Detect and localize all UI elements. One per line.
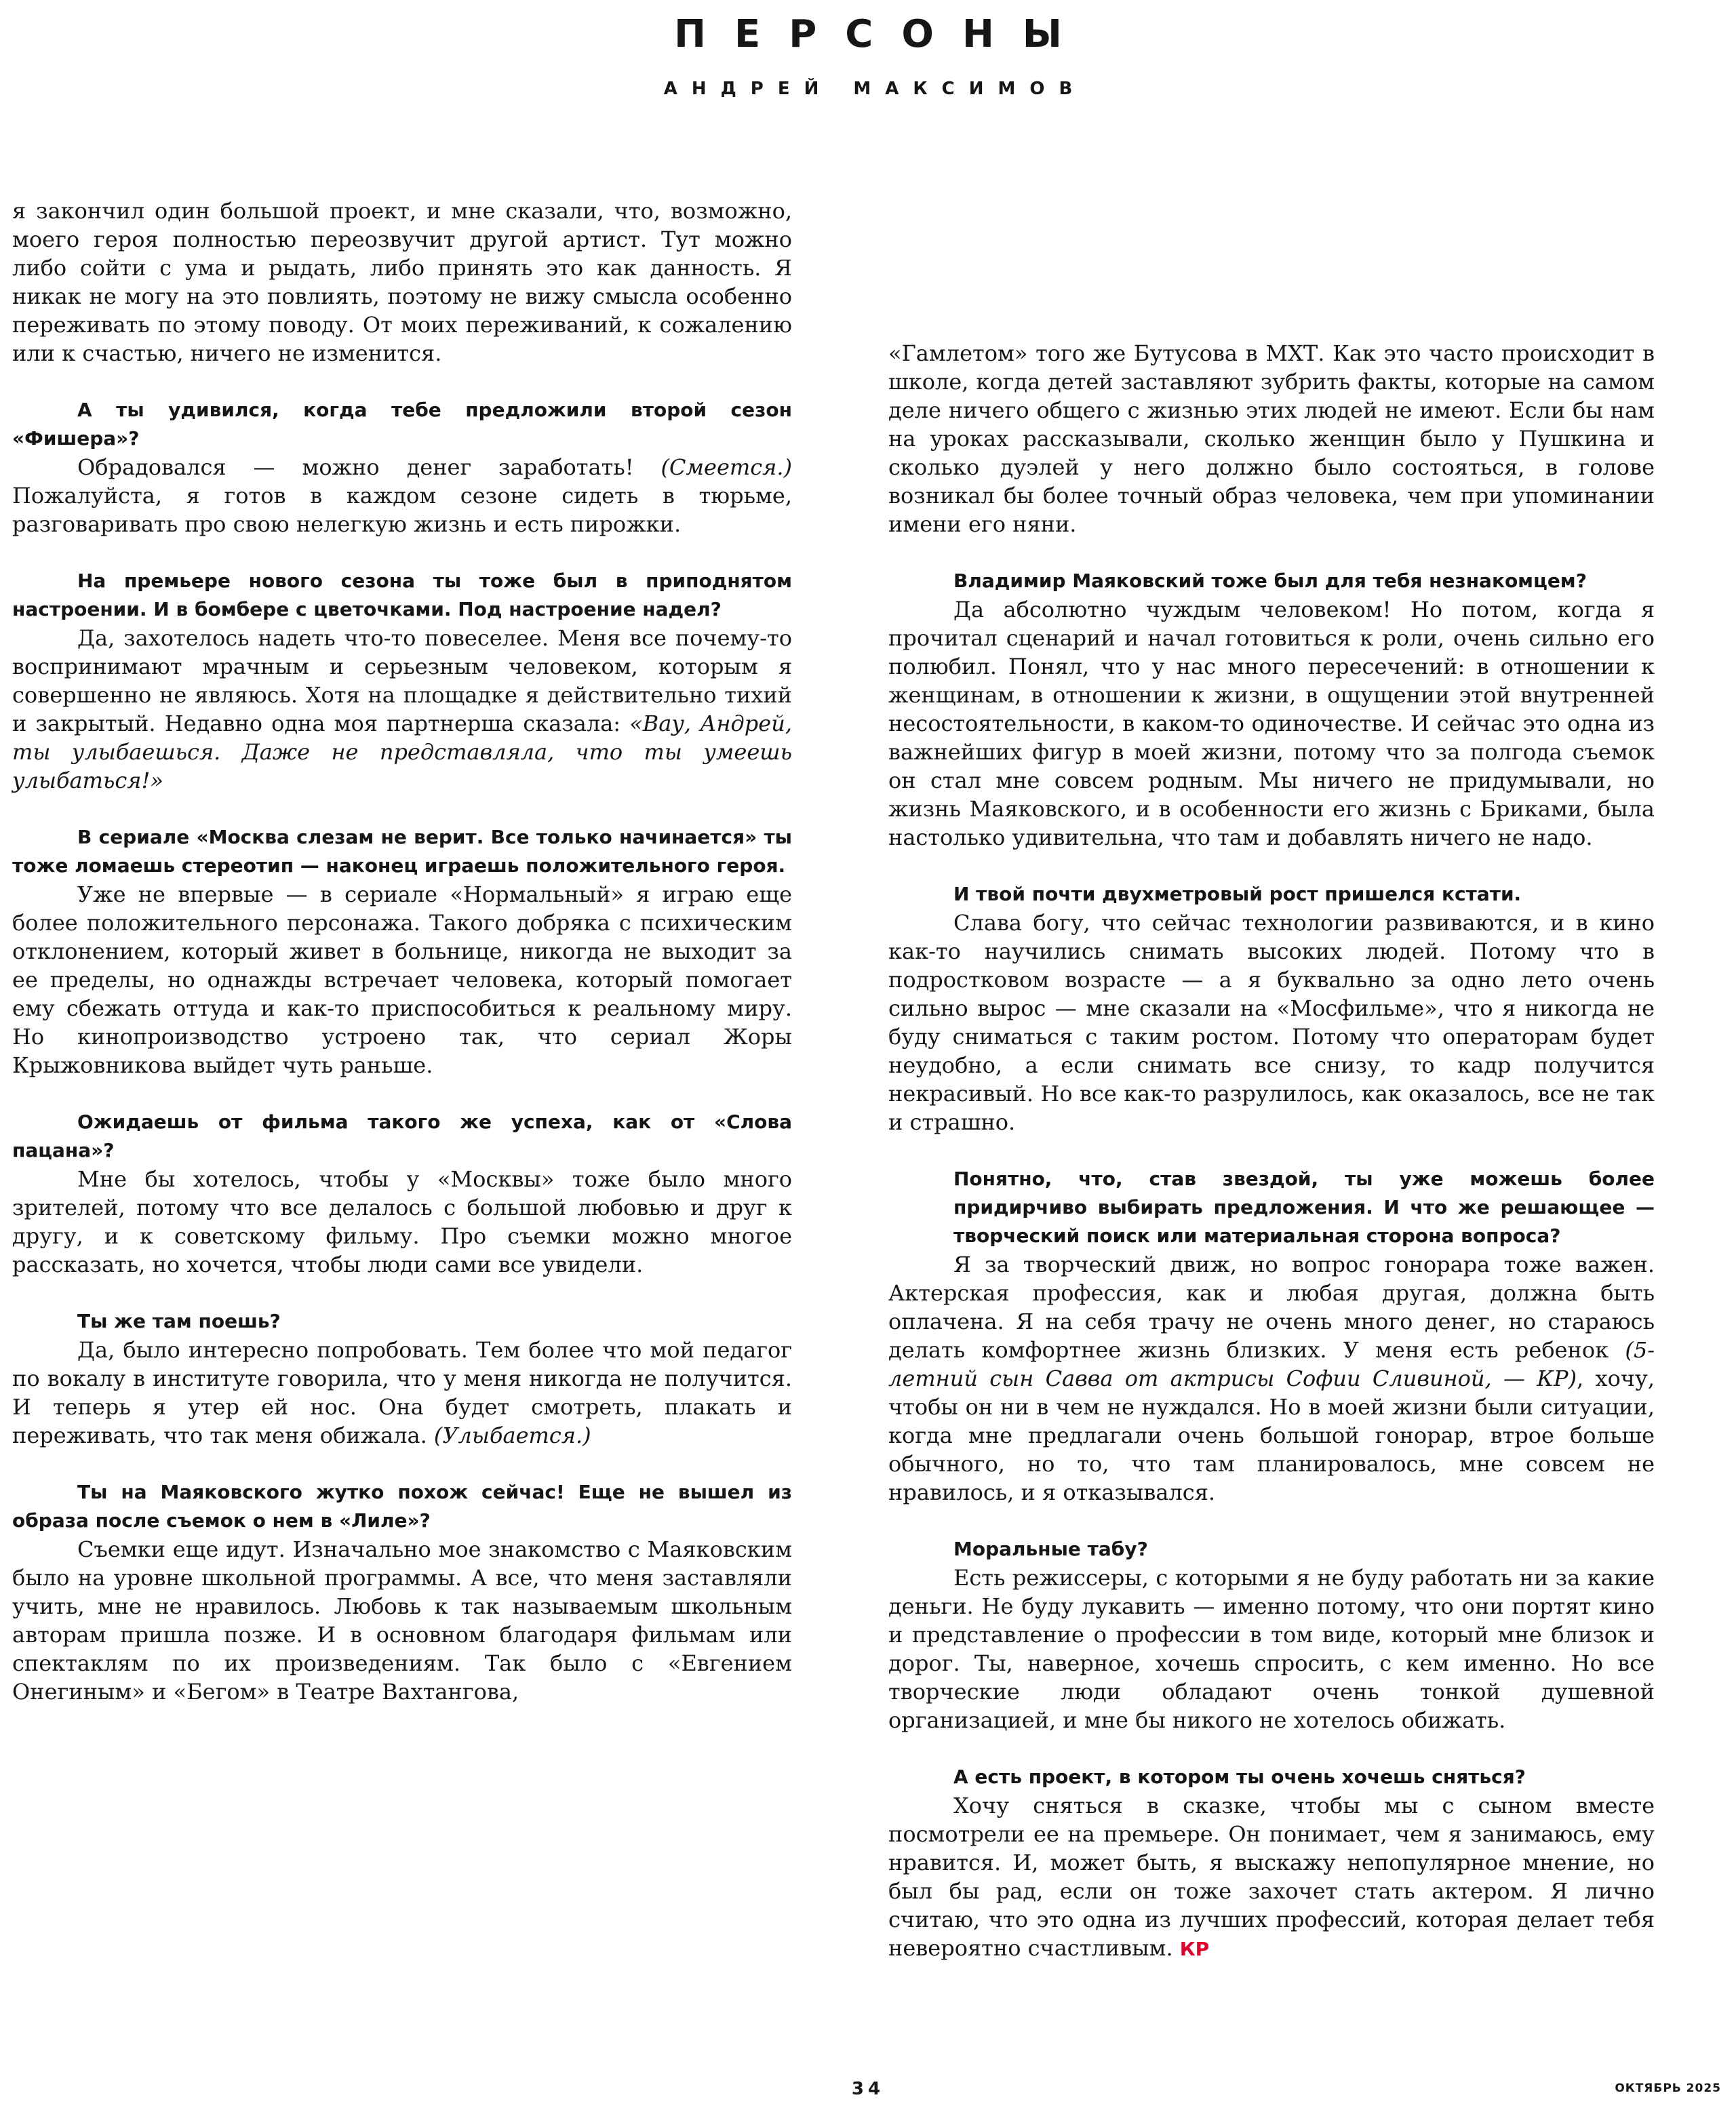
end-mark-logo: КР: [1179, 1938, 1210, 1960]
answer-text: Пожалуйста, я готов в каждом сезоне сидеть в тюрьме, разговаривать про свою нелегкую жизнь и есть пирожки.: [12, 483, 792, 537]
answer: Да абсолютно чуждым человеком! Но потом, когда я прочитал сценарий и начал готовиться к роли, очень сильно его полюбил. Понял, что у нас много пересечений: в отношении к женщинам, в отношении к жизни, в ощущении этой внутренней несостоятельности, в каком-то одиночестве. И сейчас это одна из важнейших фигур в моей жизни, потому что за полгода съемок он стал мне совсем родным. Мы ничего не придумывали, но жизнь Маяковского, и в особенности его жизнь с Бриками, была настолько удивительна, что там и добавлять ничего не надо.: [888, 597, 1655, 850]
answer-text: Да, захотелось надеть что-то повеселее. Меня все почему-то воспринимают мрачным и серьезным человеком, которым я совершенно не являюсь. Хотя на площадке я действительно тихий и закрытый. Недавно одна моя партнерша сказала:: [12, 625, 792, 736]
question: А ты удивился, когда тебе предложили второй сезон «Фишера»?: [12, 399, 792, 450]
author-name: АНДРЕЙ МАКСИМОВ: [663, 79, 1087, 99]
answer-text: Я за творческий движ, но вопрос гонорара тоже важен. Актерская профессия, как и любая другая, должна быть оплачена. Я на себя трачу не очень много денег, но стараюсь делать комфортнее жизнь близких. У меня есть ребенок: [888, 1252, 1655, 1363]
paragraph: «Гамлетом» того же Бутусова в МХТ. Как это часто происходит в школе, когда детей заставляют зубрить факты, которые на самом деле ничего общего с жизнью этих людей не имеют. Если бы нам на уроках рассказывали, сколько женщин было у Пушкина и сколько дуэлей у него должно было состояться, в голове возникал бы более точный образ человека, чем при упоминании имени его няни.: [888, 340, 1655, 537]
question: А есть проект, в котором ты очень хочешь сняться?: [953, 1766, 1526, 1788]
question: Понятно, что, став звездой, ты уже можешь более придирчиво выбирать предложения. И что же решающее — творческий поиск или материальная сторона вопроса?: [953, 1168, 1655, 1247]
paragraph: я закончил один большой проект, и мне сказали, что, возможно, моего героя полностью переозвучит другой артист. Тут можно либо сойти с ума и рыдать, либо принять это как данность. Я никак не могу на это повлиять, поэтому не вижу смысла особенно переживать по этому поводу. От моих переживаний, к сожалению или к счастью, ничего не изменится.: [12, 198, 792, 366]
question: Ты на Маяковского жутко похож сейчас! Еще не вышел из образа после съемок о нем в «Лиле»?: [12, 1481, 792, 1532]
question: Владимир Маяковский тоже был для тебя незнакомцем?: [953, 570, 1587, 592]
answer: [888, 1791, 1655, 1964]
answer-quote: «Вау, Андрей, ты улыбаешься. Даже не представляла, что ты умеешь улыбаться!»: [12, 711, 793, 793]
right-column: [888, 339, 1655, 1964]
answer: Съемки еще идут. Изначально мое знакомство с Маяковским было на уровне школьной программы. А все, что меня заставляли учить, мне не нравилось. Любовь к так называемым школьным авторам пришла позже. И в основном благодаря фильмам или спектаклям по их произведениям. Так было с «Евгением Онегиным» и «Бегом» в Театре Вахтангова,: [12, 1536, 792, 1705]
question: Моральные табу?: [953, 1538, 1148, 1560]
question: И твой почти двухметровый рост пришелся кстати.: [953, 883, 1522, 905]
section-title: ПЕРСОНЫ: [674, 12, 1090, 56]
answer: Уже не впервые — в сериале «Нормальный» я играю еще более положительного персонажа. Такого добряка с психическим отклонением, который живет в больнице, никогда не выходит за ее пределы, но однажды встречает человека, который помогает ему сбежать оттуда и как-то приспособиться к реальному миру. Но кинопроизводство устроено так, что сериал Жоры Крыжовникова выйдет чуть раньше.: [12, 881, 792, 1078]
answer-remark: (Улыбается.): [433, 1423, 591, 1448]
left-column: [12, 197, 792, 1706]
answer-text: Хочу сняться в сказке, чтобы мы с сыном вместе посмотрели ее на премьере. Он понимает, чем я занимаюсь, ему нравится. И, может быть, я выскажу непопулярное мнение, но был бы рад, если он тоже захочет стать актером. Я лично считаю, что это одна из лучших профессий, которая делает тебя невероятно счастливым.: [888, 1793, 1655, 1961]
question: Ожидаешь от фильма такого же успеха, как от «Слова пацана»?: [12, 1111, 792, 1161]
answer-text: Обрадовался — можно денег заработать!: [77, 454, 661, 480]
answer-remark: (Смеется.): [660, 454, 792, 480]
issue-date: ОКТЯБРЬ 2025: [1615, 2082, 1721, 2095]
answer-text: , хочу, чтобы он ни в чем не нуждался. Но в моей жизни были ситуации, когда мне предлагали очень большой гонорар, втрое больше обычного, но то, что там планировалось, мне совсем не нравилось, и я отказывался.: [888, 1366, 1655, 1505]
question: Ты же там поешь?: [77, 1310, 281, 1332]
question: На премьере нового сезона ты тоже был в приподнятом настроении. И в бомбере с цветочками. Под настроение надел?: [12, 570, 792, 620]
answer: [888, 1250, 1655, 1507]
page-number: 34: [851, 2079, 885, 2099]
answer: [12, 453, 792, 538]
question: В сериале «Москва слезам не верит. Все только начинается» ты тоже ломаешь стереотип — наконец играешь положительного героя.: [12, 826, 792, 877]
editor-note: (5-летний сын Савва от актрисы Софии Сливиной, — КР): [888, 1337, 1655, 1391]
answer: Есть режиссеры, с которыми я не буду работать ни за какие деньги. Не буду лукавить — именно потому, что они портят кино и представление о профессии в том виде, который мне близок и дорог. Ты, наверное, хочешь спросить, с кем именно. Но все творческие люди обладают очень тонкой душевной организацией, и мне бы никого не хотелось обижать.: [888, 1565, 1655, 1733]
answer: Слава богу, что сейчас технологии развиваются, и в кино как-то научились снимать высоких людей. Потому что в подростковом возрасте — а я буквально за одно лето очень сильно вырос — мне сказали на «Мосфильме», что я никогда не буду сниматься с таким ростом. Потому что операторам будет неудобно, а если снимать все снизу, то кадр получится некрасивый. Но все как-то разрулилось, как оказалось, все не так и страшно.: [888, 910, 1655, 1135]
answer: [12, 1336, 792, 1450]
answer: Мне бы хотелось, чтобы у «Москвы» тоже было много зрителей, потому что все делалось с большой любовью и друг к другу, и к советскому фильму. Про съемки можно многое рассказать, но хочется, чтобы люди сами все увидели.: [12, 1166, 792, 1277]
answer: [12, 624, 792, 795]
answer-text: Да, было интересно попробовать. Тем более что мой педагог по вокалу в институте говорила, что у меня никогда не получится. И теперь я утер ей нос. Она будет смотреть, плакать и переживать, что так меня обижала.: [12, 1337, 792, 1448]
